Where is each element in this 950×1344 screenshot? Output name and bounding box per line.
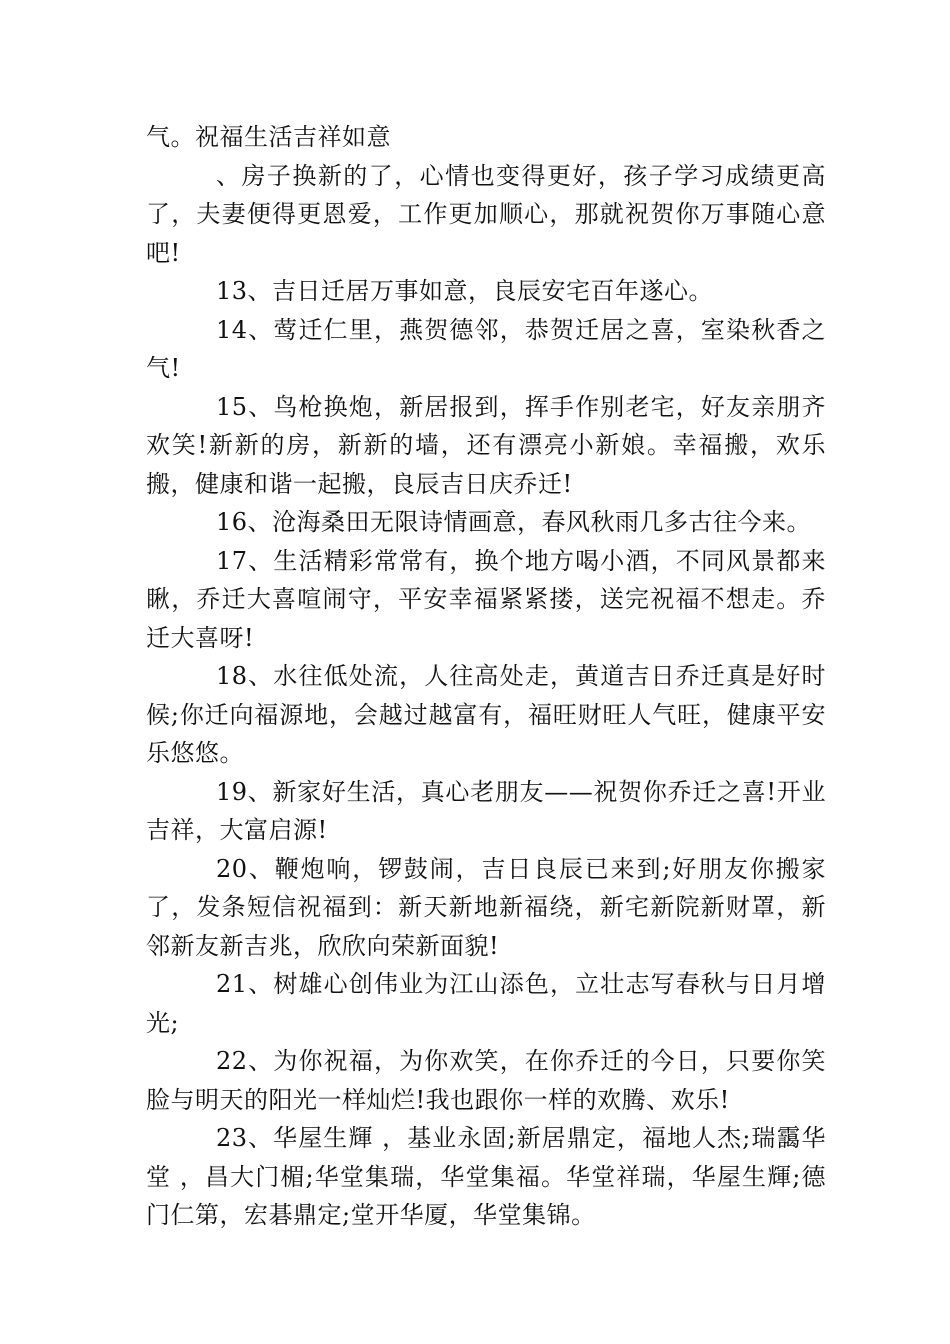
paragraph: 21、树雄心创伟业为江山添色，立壮志写春秋与日月增光; — [146, 970, 826, 1037]
paragraph: 13、吉日迁居万事如意，良辰安宅百年遂心。 — [216, 277, 714, 305]
paragraph: 15、鸟枪换炮，新居报到，挥手作别老宅，好友亲朋齐欢笑!新新的房，新新的墙，还有漂亮小新娘。幸福搬，欢乐搬，健康和谐一起搬，良辰吉日庆乔迁! — [146, 392, 826, 498]
paragraph: 17、生活精彩常常有，换个地方喝小酒，不同风景都来瞅，乔迁大喜喧闹守，平安幸福紧紧搂，送完祝福不想走。乔迁大喜呀! — [146, 546, 826, 652]
document-body — [146, 118, 826, 1235]
paragraph: 23、华屋生輝 ，基业永固;新居鼎定，福地人杰;瑞靄华堂 ，昌大门楣;华堂集瑞，华堂集福。华堂祥瑞，华屋生輝;德门仁第，宏碁鼎定;堂开华厦，华堂集锦。 — [146, 1124, 826, 1229]
paragraph: 20、鞭炮响，锣鼓闹，吉日良辰已来到;好朋友你搬家了，发条短信祝福到：新天新地新福绕，新宅新院新财罩，新邻新友新吉兆，欣欣向荣新面貌! — [146, 854, 826, 960]
paragraph: 18、水往低处流，人往高处走，黄道吉日乔迁真是好时候;你迁向福源地，会越过越富有，福旺财旺人气旺，健康平安乐悠悠。 — [146, 662, 826, 767]
paragraph: 19、新家好生活，真心老朋友——祝贺你乔迁之喜!开业吉祥，大富启源! — [146, 777, 826, 844]
paragraph: 14、莺迁仁里，燕贺德邻，恭贺迁居之喜，室染秋香之气! — [146, 315, 826, 382]
paragraph: 、房子换新的了，心情也变得更好，孩子学习成绩更高了，夫妻便得更恩爱，工作更加顺心，那就祝贺你万事随心意吧! — [146, 161, 826, 267]
paragraph: 气。祝福生活吉祥如意 — [146, 123, 391, 151]
paragraph: 16、沧海桑田无限诗情画意，春风秋雨几多古往今来。 — [216, 508, 812, 536]
paragraph: 22、为你祝福，为你欢笑，在你乔迁的今日，只要你笑脸与明天的阳光一样灿烂!我也跟你一样的欢腾、欢乐! — [146, 1047, 826, 1114]
